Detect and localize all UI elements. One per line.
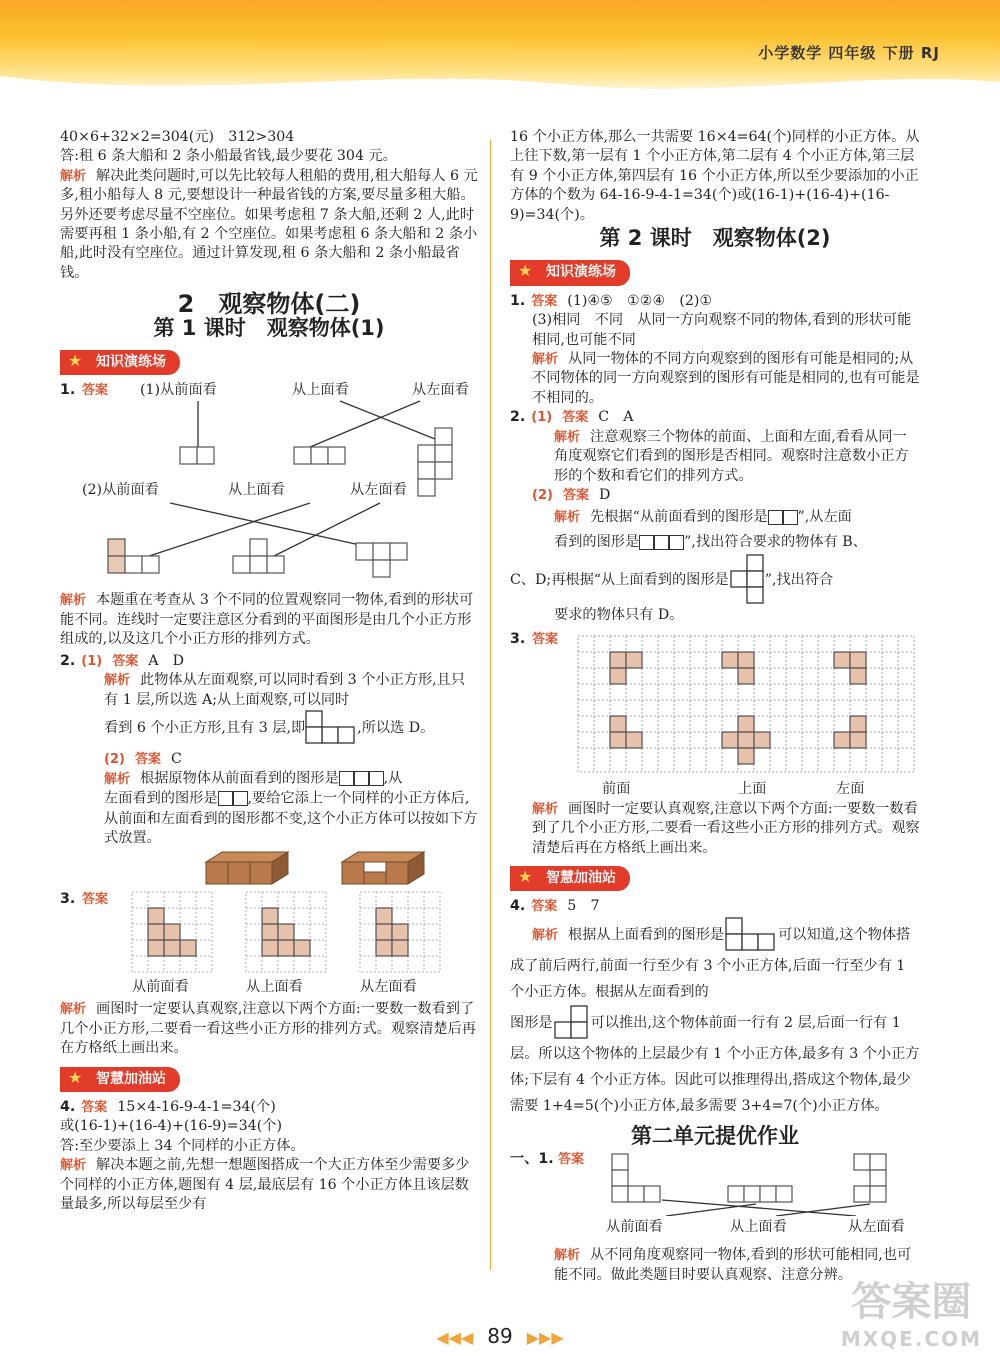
q2-2-analysis-b: ,从 [383,771,403,788]
header-wave [0,62,1000,102]
question-number: 3. [60,891,76,908]
r-q3-left-caption: 左面 [836,780,865,797]
r-q4-analysis-a: 根据从上面看到的图形是 [568,926,725,943]
analysis-label: 解析 [554,510,581,526]
r-q4-analysis-d: 可以推出,这个物体前面一行有 2 层,后面一行有 1 层。所以这个物体的上层最少有 1 个小正方体,最多有 3 个小正方体;下层有 4 个小正方体。因此可以推理得出,搭成这个物体,最少需要 1+4=5(个)小正方体,最多需要 3+4=7(个)小正方体。 [510,1014,920,1114]
section-tag-training: ★ 知识演练场 [510,260,630,285]
q3-top-caption: 从上面看 [246,979,303,996]
chapter-title: 2 观察物体(二) [177,290,361,319]
q2-2-answer: C [170,750,182,767]
answer-label: 答案 [81,1099,108,1115]
r-q1-analysis: 从同一物体的不同方向观察到的图形有可能是相同的;从不同物体的同一方向观察到的图形有可能是相同的,也有可能是不相同的。 [532,351,920,406]
q1-2-left-label: 从左面看 [350,482,407,499]
r-q1-answer: (1)④⑤ ①②④ (2)① [567,292,713,309]
r-q2-1-analysis: 注意观察三个物体的前面、上面和左面,看看从同一角度观察它们看到的图形是否相同。观察时注意数小正方形的个数和看它们的排列方式。 [554,428,909,484]
analysis-label: 解析 [60,593,87,609]
r-q4-answer: 5 7 [567,898,600,915]
q4-left-view-shape [553,1005,591,1041]
answer-label: 答案 [562,410,589,426]
right-column [510,128,920,1285]
r-q4-analysis-c: 图形是 [510,1014,553,1031]
r-q3-grid-drawing [576,634,916,776]
question-1 [60,381,478,591]
q4-line-1: 15×4-16-9-4-1=34(个) [117,1098,276,1115]
unit-q1-left-caption: 从左面看 [848,1219,905,1236]
analysis-label: 解析 [554,1248,581,1264]
analysis-label: 解析 [60,1158,87,1174]
lesson-1-title: 第 1 课时 观察物体(1) [153,315,385,340]
r-q3-front-caption: 前面 [602,780,631,797]
q2-2-cube-placement-figure [200,850,440,888]
page-header-band [0,0,1000,100]
unit-exercise-title: 第二单元提优作业 [631,1123,799,1148]
analysis-label: 解析 [532,801,559,817]
analysis-label: 解析 [532,352,559,368]
lesson-2-title: 第 2 课时 观察物体(2) [599,226,831,251]
unit-q1-analysis: 从不同角度观察同一物体,看到的形状可能相同,也可能不同。做此类题目时要认真观察、注意分辨。 [554,1247,912,1283]
unit-q1-top-caption: 从上面看 [730,1219,787,1236]
q3-left-caption: 从左面看 [360,979,417,996]
answer-label: 答案 [82,383,109,399]
q1-2-front-label: (2)从前面看 [82,482,159,499]
analysis-label: 解析 [104,673,131,689]
r-q4-analysis-b: 可以知道,这个物体搭成了前后两行,前面一行至少有 3 个小正方体,后面一行至少有 1 个小正方体。根据从左面看到的 [510,926,911,1000]
continued-analysis: 解决此类问题时,可以先比较每人租船的费用,租大船每人 6 元多,租小船每人 8 元,要想设计一种最省钱的方案,要尽量多租大船。另外还要考虑尽量不空座位。如果考虑租 7 条大船,还剩 2 人,此时需要再租 1 条小船,有 2 个空座位。如果考虑租 6 条大船和 2 条小船,此时没有空座位。通过计算发现,租 6 条大船和 2 条小船最省钱。 [60,167,478,281]
r-q3-analysis: 画图时一定要认真观察,注意以下两个方面:一要数一数看到了几个小正方形,二要看一看这些小正方形的排列方式。观察清楚后再在方格纸上画出来。 [532,800,920,856]
question-number: 2. [60,652,76,669]
page-number: 89 [487,1324,513,1348]
answer-label: 答案 [531,899,558,915]
sub-question-tag: (2) [104,751,125,767]
answer-label: 答案 [134,751,161,767]
sub-question-tag: (2) [532,487,553,503]
answer-label: 答案 [82,892,109,908]
q2-1-analysis-b: 看到 6 个小正方形,且有 3 层,即 [104,719,306,736]
question-number: 4. [510,898,526,915]
watermark-url: MXQE.COM [840,1327,982,1351]
q1-analysis: 本题重在考查从 3 个不同的位置观察同一物体,看到的形状可能不同。连线时一定要注意区分看到的平面图形是由几个小正方形组成的,以及这几个小正方形的排列方式。 [60,592,474,648]
question-number: 一、1. [510,1151,554,1168]
section-tag-station: ★ 智慧加油站 [60,1067,180,1092]
section-tag-station: ★ 智慧加油站 [510,866,630,891]
prev-arrows-icon: ◀◀◀ [436,1328,474,1347]
unit-q1-front-caption: 从前面看 [606,1219,663,1236]
answer-label: 答案 [562,487,589,503]
question-number: 2. [510,409,526,426]
left-column [60,128,478,1214]
q3-analysis: 画图时一定要认真观察,注意以下两个方面:一要数一数看到了几个小正方形,二要看一看这些小正方形的排列方式。观察清楚后再在方格纸上画出来。 [60,1001,476,1057]
unit-question-1 [510,1150,920,1246]
q4-top-view-shape [724,917,778,953]
analysis-label: 解析 [60,168,87,184]
q4-line-2: 或(16-1)+(16-4)+(16-9)=34(个) [60,1118,282,1135]
analysis-label: 解析 [554,429,581,445]
r-q2-2-analysis-f: ”,找出符合 [764,572,834,589]
continued-analysis-right: 16 个小正方体,那么一共需要 16×4=64(个)同样的小正方体。从上往下数,第一层有 1 个小正方体,第二层有 4 个小正方体,第三层有 9 个小正方体,第四层有 16 个小正方体,所以至少要添加的小正方体的个数为 64-16-9-4-1=34(个)或(16-1)+(16-4)+(16-9)=34(个)。 [510,129,920,223]
q2-2-analysis-d: ,要给它添上一个同样的小正方体后,从前面和左面看到的图形都不变,这个小正方体可以按如下方式放置。 [104,791,478,846]
r-q2-2-analysis-e: C、D;再根据“从上面看到的图形是 [510,572,729,589]
column-divider [490,140,491,1270]
r-q2-2-analysis-d: ”,找出符合要求的物体有 B、 [684,534,867,551]
q2-2-analysis-a: 根据原物体从前面看到的图形是 [140,771,339,788]
q2-2-analysis-c: 左面看到的图形是 [104,791,218,808]
continued-calc: 40×6+32×2=304(元) 312>304 [60,129,295,145]
left-view-two-squares [218,789,248,808]
left-view-three-squares [639,530,684,554]
book-series-title: 小学数学 四年级 下册 RJ [758,44,940,62]
q3-grid-drawings [130,890,460,976]
watermark-title: 答案圈 [851,1279,972,1325]
answer-label: 答案 [112,653,139,669]
section-tag-training: ★ 知识演练场 [60,350,180,375]
q1-2-matching-figure [60,499,478,594]
question-number: 1. [510,292,526,309]
r-q2-1-answer: C A [598,409,634,426]
q2-1-analysis-a: 此物体从左面观察,可以同时看到 3 个小正方形,且只有 1 层,所以选 A;从上面观察,可以同时 [104,672,466,708]
sub-question-tag: (1) [81,653,103,669]
q4-analysis: 解决本题之前,先想一想题图搭成一个大正方体至少需要多少个同样的小正方体,题图有 4 层,最底层有 16 个小正方体且该层数量最多,所以每层至少有 [60,1157,470,1212]
q1-1-front-label: (1)从前面看 [140,382,217,399]
q4-line-3: 答:至少要添上 34 个同样的小正方体。 [60,1137,305,1154]
question-number: 4. [60,1098,76,1115]
r-q2-2-analysis-b: ”,从左面 [797,509,852,526]
r-q2-2-analysis-a: 先根据“从前面看到的图形是 [590,509,768,526]
top-view-t-shape [729,554,765,606]
front-view-two-squares [768,505,798,529]
q3-front-caption: 从前面看 [132,979,189,996]
r-q1-answer-2: (3)相同 不同 从同一方向观察不同的物体,看到的形状可能相同,也可能不同 [532,312,912,348]
q1-1-top-label: 从上面看 [292,382,349,399]
r-q2-2-analysis-g: 要求的物体只有 D。 [554,607,684,624]
question-3 [60,890,478,1000]
q1-1-left-label: 从左面看 [412,382,469,399]
analysis-label: 解析 [104,772,131,788]
answer-label: 答案 [558,1152,585,1168]
next-arrows-icon: ▶▶▶ [526,1328,564,1347]
sub-question-tag: (1) [531,410,553,426]
q1-1-left-view-shape [415,426,475,498]
question-number: 1. [60,382,76,399]
analysis-label: 解析 [532,927,559,943]
r-q3-top-caption: 上面 [738,780,767,797]
r-q2-2-answer: D [598,486,611,503]
answer-label: 答案 [531,293,558,309]
r-q2-2-analysis-c: 看到的图形是 [554,534,640,551]
q2-1-top-view-shape [305,710,357,746]
q1-2-top-label: 从上面看 [228,482,285,499]
q2-1-analysis-c: ,所以选 D。 [357,719,435,736]
answer-label: 答案 [532,631,559,647]
unit-q1-matching-figure [606,1150,916,1216]
watermark [841,1270,982,1351]
front-view-three-squares [339,769,384,788]
q2-1-answer: A D [148,652,185,669]
question-number: 3. [510,630,526,647]
r-question-3 [510,630,920,800]
analysis-label: 解析 [60,1002,87,1018]
continued-answer: 答:租 6 条大船和 2 条小船最省钱,最少要花 304 元。 [60,148,397,165]
